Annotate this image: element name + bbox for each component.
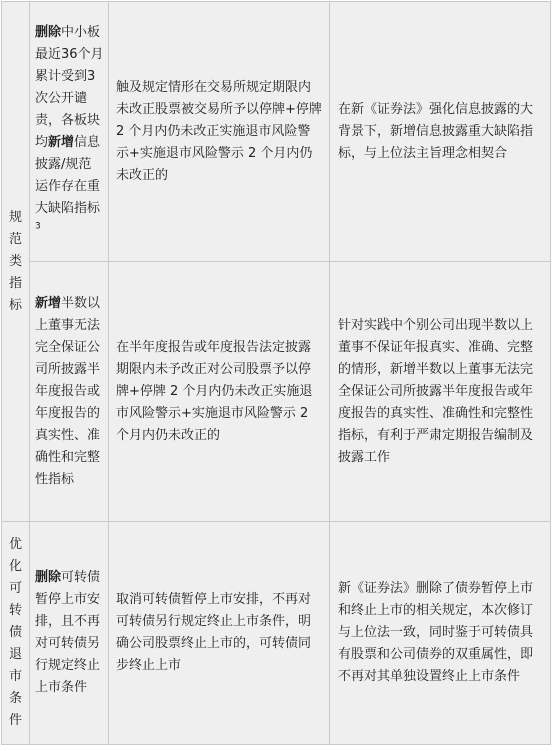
category-cell [2, 2, 30, 522]
table-row [2, 2, 551, 262]
change-cell [30, 2, 109, 262]
category-label: 优化可转债退市条件 [8, 537, 22, 728]
change-text-b: 信息披露/规范运作存在重大缺陷指标 [35, 134, 101, 216]
change-text [30, 567, 108, 699]
change-text [30, 22, 108, 242]
category-label: 规范类指标 [8, 209, 22, 313]
change-keyword: 删除 [35, 570, 62, 585]
change-cell [30, 522, 109, 745]
change-text-a: 半数以上董事无法完全保证公司所披露半年度报告或年度报告的真实性、准确性和完整性指标 [35, 295, 101, 487]
table-row [2, 262, 551, 522]
change-keyword: 删除 [35, 24, 62, 40]
rule-cell [109, 522, 330, 745]
reason-cell [330, 2, 551, 262]
footnote-marker: 3 [35, 221, 41, 232]
change-text-a: 中小板最近36个月累计受到3次公开谴责，各板块均 [35, 24, 104, 150]
category-cell [2, 522, 30, 745]
change-text-a: 可转债暂停上市安排，且不再对可转债另行规定终止上市条件 [35, 570, 101, 695]
rule-cell [109, 262, 330, 522]
reason-text: 在新《证券法》强化信息披露的大背景下，新增信息披露重大缺陷指标，与上位法主旨理念相契合 [338, 101, 534, 161]
reason-cell [330, 522, 551, 745]
change-cell [30, 262, 109, 522]
reason-text: 新《证券法》删除了债券暂停上市和终止上市的相关规定，本次修订与上位法一致，同时鉴于可转债具有股票和公司债券的双重属性，即不再对其单独设置终止上市条件 [338, 581, 534, 684]
change-keyword: 新增 [35, 295, 62, 311]
table-row [2, 522, 551, 745]
reason-cell [330, 262, 551, 522]
rule-text: 在半年度报告或年度报告法定披露期限内未予改正对公司股票予以停牌+停牌 2 个月内仍未改正实施退市风险警示+实施退市风险警示 2 个月内仍未改正的 [116, 339, 313, 443]
change-keyword-2: 新增 [48, 134, 75, 150]
rules-table [1, 1, 551, 745]
reason-text: 针对实践中个别公司出现半数以上董事不保证年报真实、准确、完整的情形，新增半数以上董事无法完全保证公司所披露半年度报告或年度报告的真实性、准确性和完整性指标，有利于严肃定期报告编制及披露工作 [338, 317, 534, 465]
rule-text: 取消可转债暂停上市安排，不再对可转债另行规定终止上市条件，明确公司股票终止上市的，可转债同步终止上市 [116, 592, 312, 673]
change-text [30, 293, 108, 491]
rule-text: 触及规定情形在交易所规定期限内未改正股票被交易所予以停牌+停牌 2 个月内仍未改正实施退市风险警示+实施退市风险警示 2 个月内仍未改正的 [116, 79, 322, 183]
rule-cell [109, 2, 330, 262]
